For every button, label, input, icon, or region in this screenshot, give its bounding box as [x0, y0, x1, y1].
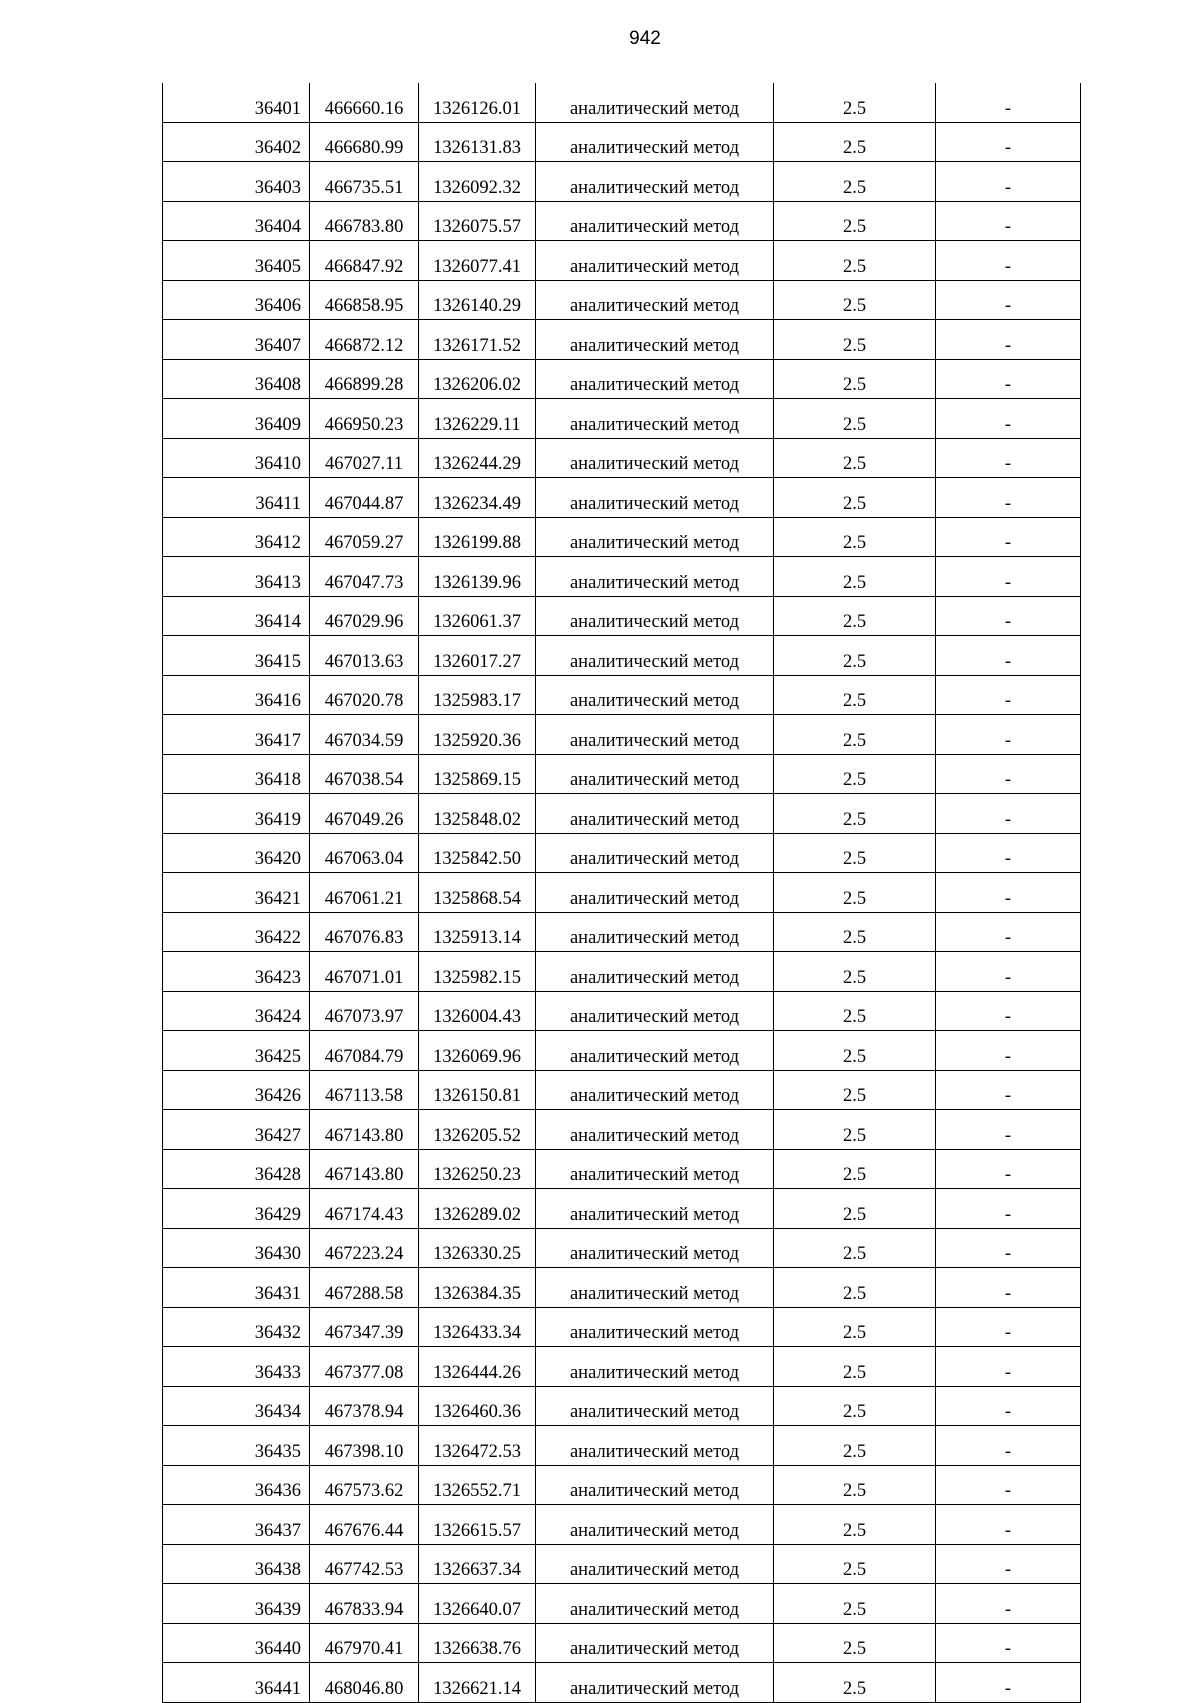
method-cell: аналитический метод [536, 715, 774, 755]
x-coordinate-cell: 467676.44 [310, 1505, 419, 1545]
accuracy-cell: 2.5 [774, 399, 936, 439]
accuracy-cell: 2.5 [774, 754, 936, 794]
accuracy-cell: 2.5 [774, 1268, 936, 1308]
point-number-cell: 36424 [163, 991, 310, 1031]
point-number-cell: 36411 [163, 478, 310, 518]
x-coordinate-cell: 467013.63 [310, 636, 419, 676]
point-number-cell: 36413 [163, 557, 310, 597]
x-coordinate-cell: 467034.59 [310, 715, 419, 755]
note-cell: - [936, 1347, 1081, 1387]
note-cell: - [936, 1544, 1081, 1584]
accuracy-cell: 2.5 [774, 320, 936, 360]
note-cell: - [936, 162, 1081, 202]
x-coordinate-cell: 467071.01 [310, 952, 419, 992]
y-coordinate-cell: 1326171.52 [419, 320, 536, 360]
table-row [163, 241, 1081, 281]
y-coordinate-cell: 1325983.17 [419, 675, 536, 715]
y-coordinate-cell: 1326092.32 [419, 162, 536, 202]
method-cell: аналитический метод [536, 517, 774, 557]
x-coordinate-cell: 466858.95 [310, 280, 419, 320]
method-cell: аналитический метод [536, 162, 774, 202]
note-cell: - [936, 952, 1081, 992]
note-cell: - [936, 636, 1081, 676]
table-row [163, 122, 1081, 162]
note-cell: - [936, 1505, 1081, 1545]
table-row [163, 83, 1081, 122]
x-coordinate-cell: 467049.26 [310, 794, 419, 834]
note-cell: - [936, 754, 1081, 794]
note-cell: - [936, 241, 1081, 281]
point-number-cell: 36429 [163, 1189, 310, 1229]
table-row [163, 1268, 1081, 1308]
note-cell: - [936, 1623, 1081, 1663]
table-row [163, 636, 1081, 676]
x-coordinate-cell: 467377.08 [310, 1347, 419, 1387]
point-number-cell: 36403 [163, 162, 310, 202]
x-coordinate-cell: 466680.99 [310, 122, 419, 162]
method-cell: аналитический метод [536, 596, 774, 636]
point-number-cell: 36432 [163, 1307, 310, 1347]
y-coordinate-cell: 1326061.37 [419, 596, 536, 636]
point-number-cell: 36416 [163, 675, 310, 715]
y-coordinate-cell: 1326131.83 [419, 122, 536, 162]
x-coordinate-cell: 467378.94 [310, 1386, 419, 1426]
method-cell: аналитический метод [536, 754, 774, 794]
point-number-cell: 36440 [163, 1623, 310, 1663]
x-coordinate-cell: 467059.27 [310, 517, 419, 557]
note-cell: - [936, 1268, 1081, 1308]
table-row [163, 320, 1081, 360]
point-number-cell: 36437 [163, 1505, 310, 1545]
note-cell: - [936, 83, 1081, 122]
accuracy-cell: 2.5 [774, 1623, 936, 1663]
method-cell: аналитический метод [536, 1623, 774, 1663]
y-coordinate-cell: 1326206.02 [419, 359, 536, 399]
x-coordinate-cell: 467143.80 [310, 1149, 419, 1189]
y-coordinate-cell: 1326384.35 [419, 1268, 536, 1308]
table-row [163, 438, 1081, 478]
accuracy-cell: 2.5 [774, 1544, 936, 1584]
method-cell: аналитический метод [536, 1268, 774, 1308]
method-cell: аналитический метод [536, 833, 774, 873]
y-coordinate-cell: 1326229.11 [419, 399, 536, 439]
y-coordinate-cell: 1325913.14 [419, 912, 536, 952]
point-number-cell: 36414 [163, 596, 310, 636]
y-coordinate-cell: 1326069.96 [419, 1031, 536, 1071]
note-cell: - [936, 201, 1081, 241]
table-row [163, 1505, 1081, 1545]
note-cell: - [936, 912, 1081, 952]
table-row [163, 359, 1081, 399]
y-coordinate-cell: 1326126.01 [419, 83, 536, 122]
x-coordinate-cell: 467044.87 [310, 478, 419, 518]
accuracy-cell: 2.5 [774, 1386, 936, 1426]
coordinates-table-body [163, 83, 1081, 1702]
x-coordinate-cell: 467143.80 [310, 1110, 419, 1150]
y-coordinate-cell: 1326004.43 [419, 991, 536, 1031]
point-number-cell: 36439 [163, 1584, 310, 1624]
method-cell: аналитический метод [536, 557, 774, 597]
note-cell: - [936, 1149, 1081, 1189]
accuracy-cell: 2.5 [774, 675, 936, 715]
table-row [163, 675, 1081, 715]
table-row [163, 991, 1081, 1031]
x-coordinate-cell: 467020.78 [310, 675, 419, 715]
note-cell: - [936, 833, 1081, 873]
point-number-cell: 36436 [163, 1465, 310, 1505]
accuracy-cell: 2.5 [774, 83, 936, 122]
table-row [163, 1386, 1081, 1426]
x-coordinate-cell: 467047.73 [310, 557, 419, 597]
note-cell: - [936, 478, 1081, 518]
point-number-cell: 36412 [163, 517, 310, 557]
table-row [163, 1347, 1081, 1387]
accuracy-cell: 2.5 [774, 241, 936, 281]
y-coordinate-cell: 1325920.36 [419, 715, 536, 755]
accuracy-cell: 2.5 [774, 162, 936, 202]
y-coordinate-cell: 1326077.41 [419, 241, 536, 281]
point-number-cell: 36407 [163, 320, 310, 360]
y-coordinate-cell: 1326140.29 [419, 280, 536, 320]
accuracy-cell: 2.5 [774, 1189, 936, 1229]
note-cell: - [936, 991, 1081, 1031]
table-row [163, 1623, 1081, 1663]
y-coordinate-cell: 1326017.27 [419, 636, 536, 676]
note-cell: - [936, 359, 1081, 399]
y-coordinate-cell: 1326250.23 [419, 1149, 536, 1189]
table-row [163, 1465, 1081, 1505]
accuracy-cell: 2.5 [774, 122, 936, 162]
method-cell: аналитический метод [536, 1307, 774, 1347]
method-cell: аналитический метод [536, 1031, 774, 1071]
method-cell: аналитический метод [536, 83, 774, 122]
method-cell: аналитический метод [536, 438, 774, 478]
x-coordinate-cell: 467029.96 [310, 596, 419, 636]
x-coordinate-cell: 467573.62 [310, 1465, 419, 1505]
accuracy-cell: 2.5 [774, 1307, 936, 1347]
method-cell: аналитический метод [536, 1110, 774, 1150]
method-cell: аналитический метод [536, 1189, 774, 1229]
note-cell: - [936, 1189, 1081, 1229]
note-cell: - [936, 675, 1081, 715]
point-number-cell: 36434 [163, 1386, 310, 1426]
note-cell: - [936, 1465, 1081, 1505]
y-coordinate-cell: 1326621.14 [419, 1663, 536, 1703]
method-cell: аналитический метод [536, 280, 774, 320]
note-cell: - [936, 399, 1081, 439]
table-row [163, 1031, 1081, 1071]
x-coordinate-cell: 466660.16 [310, 83, 419, 122]
x-coordinate-cell: 467347.39 [310, 1307, 419, 1347]
x-coordinate-cell: 467970.41 [310, 1623, 419, 1663]
table-row [163, 873, 1081, 913]
point-number-cell: 36428 [163, 1149, 310, 1189]
y-coordinate-cell: 1326244.29 [419, 438, 536, 478]
method-cell: аналитический метод [536, 122, 774, 162]
method-cell: аналитический метод [536, 241, 774, 281]
accuracy-cell: 2.5 [774, 1347, 936, 1387]
point-number-cell: 36421 [163, 873, 310, 913]
x-coordinate-cell: 466950.23 [310, 399, 419, 439]
table-row [163, 715, 1081, 755]
y-coordinate-cell: 1325842.50 [419, 833, 536, 873]
table-row [163, 162, 1081, 202]
point-number-cell: 36405 [163, 241, 310, 281]
accuracy-cell: 2.5 [774, 715, 936, 755]
y-coordinate-cell: 1326552.71 [419, 1465, 536, 1505]
accuracy-cell: 2.5 [774, 912, 936, 952]
point-number-cell: 36435 [163, 1426, 310, 1466]
accuracy-cell: 2.5 [774, 1070, 936, 1110]
point-number-cell: 36426 [163, 1070, 310, 1110]
accuracy-cell: 2.5 [774, 1031, 936, 1071]
table-row [163, 1070, 1081, 1110]
accuracy-cell: 2.5 [774, 636, 936, 676]
x-coordinate-cell: 467113.58 [310, 1070, 419, 1110]
method-cell: аналитический метод [536, 1347, 774, 1387]
table-row [163, 201, 1081, 241]
accuracy-cell: 2.5 [774, 517, 936, 557]
note-cell: - [936, 873, 1081, 913]
point-number-cell: 36420 [163, 833, 310, 873]
method-cell: аналитический метод [536, 991, 774, 1031]
x-coordinate-cell: 467174.43 [310, 1189, 419, 1229]
note-cell: - [936, 557, 1081, 597]
method-cell: аналитический метод [536, 1386, 774, 1426]
y-coordinate-cell: 1326139.96 [419, 557, 536, 597]
method-cell: аналитический метод [536, 1465, 774, 1505]
x-coordinate-cell: 467073.97 [310, 991, 419, 1031]
table-row [163, 754, 1081, 794]
accuracy-cell: 2.5 [774, 359, 936, 399]
method-cell: аналитический метод [536, 794, 774, 834]
y-coordinate-cell: 1326330.25 [419, 1228, 536, 1268]
point-number-cell: 36410 [163, 438, 310, 478]
y-coordinate-cell: 1326472.53 [419, 1426, 536, 1466]
table-row [163, 912, 1081, 952]
accuracy-cell: 2.5 [774, 952, 936, 992]
note-cell: - [936, 1426, 1081, 1466]
method-cell: аналитический метод [536, 320, 774, 360]
table-row [163, 1189, 1081, 1229]
note-cell: - [936, 1663, 1081, 1703]
method-cell: аналитический метод [536, 1228, 774, 1268]
point-number-cell: 36401 [163, 83, 310, 122]
note-cell: - [936, 1070, 1081, 1110]
note-cell: - [936, 1110, 1081, 1150]
y-coordinate-cell: 1326460.36 [419, 1386, 536, 1426]
point-number-cell: 36425 [163, 1031, 310, 1071]
x-coordinate-cell: 467398.10 [310, 1426, 419, 1466]
method-cell: аналитический метод [536, 1426, 774, 1466]
point-number-cell: 36423 [163, 952, 310, 992]
method-cell: аналитический метод [536, 873, 774, 913]
y-coordinate-cell: 1326638.76 [419, 1623, 536, 1663]
method-cell: аналитический метод [536, 636, 774, 676]
method-cell: аналитический метод [536, 201, 774, 241]
point-number-cell: 36402 [163, 122, 310, 162]
table-row [163, 517, 1081, 557]
point-number-cell: 36441 [163, 1663, 310, 1703]
point-number-cell: 36415 [163, 636, 310, 676]
accuracy-cell: 2.5 [774, 1505, 936, 1545]
note-cell: - [936, 1228, 1081, 1268]
table-row [163, 833, 1081, 873]
point-number-cell: 36427 [163, 1110, 310, 1150]
note-cell: - [936, 1307, 1081, 1347]
x-coordinate-cell: 466872.12 [310, 320, 419, 360]
accuracy-cell: 2.5 [774, 991, 936, 1031]
table-row [163, 1228, 1081, 1268]
accuracy-cell: 2.5 [774, 1110, 936, 1150]
accuracy-cell: 2.5 [774, 438, 936, 478]
method-cell: аналитический метод [536, 1070, 774, 1110]
note-cell: - [936, 438, 1081, 478]
accuracy-cell: 2.5 [774, 1149, 936, 1189]
method-cell: аналитический метод [536, 1149, 774, 1189]
accuracy-cell: 2.5 [774, 1584, 936, 1624]
x-coordinate-cell: 466735.51 [310, 162, 419, 202]
table-row [163, 1307, 1081, 1347]
table-row [163, 478, 1081, 518]
y-coordinate-cell: 1325869.15 [419, 754, 536, 794]
x-coordinate-cell: 467288.58 [310, 1268, 419, 1308]
y-coordinate-cell: 1326637.34 [419, 1544, 536, 1584]
x-coordinate-cell: 467084.79 [310, 1031, 419, 1071]
page-number: 942 [629, 28, 661, 49]
table-row [163, 280, 1081, 320]
y-coordinate-cell: 1326444.26 [419, 1347, 536, 1387]
point-number-cell: 36406 [163, 280, 310, 320]
note-cell: - [936, 1584, 1081, 1624]
x-coordinate-cell: 467742.53 [310, 1544, 419, 1584]
accuracy-cell: 2.5 [774, 794, 936, 834]
y-coordinate-cell: 1326234.49 [419, 478, 536, 518]
note-cell: - [936, 320, 1081, 360]
note-cell: - [936, 1386, 1081, 1426]
table-row [163, 1584, 1081, 1624]
y-coordinate-cell: 1326150.81 [419, 1070, 536, 1110]
x-coordinate-cell: 467063.04 [310, 833, 419, 873]
method-cell: аналитический метод [536, 1584, 774, 1624]
x-coordinate-cell: 467027.11 [310, 438, 419, 478]
y-coordinate-cell: 1326289.02 [419, 1189, 536, 1229]
y-coordinate-cell: 1326205.52 [419, 1110, 536, 1150]
accuracy-cell: 2.5 [774, 873, 936, 913]
accuracy-cell: 2.5 [774, 201, 936, 241]
point-number-cell: 36417 [163, 715, 310, 755]
method-cell: аналитический метод [536, 1544, 774, 1584]
note-cell: - [936, 715, 1081, 755]
table-row [163, 1426, 1081, 1466]
y-coordinate-cell: 1326615.57 [419, 1505, 536, 1545]
point-number-cell: 36419 [163, 794, 310, 834]
x-coordinate-cell: 466783.80 [310, 201, 419, 241]
x-coordinate-cell: 467076.83 [310, 912, 419, 952]
x-coordinate-cell: 467038.54 [310, 754, 419, 794]
table-row [163, 1663, 1081, 1703]
method-cell: аналитический метод [536, 912, 774, 952]
y-coordinate-cell: 1326640.07 [419, 1584, 536, 1624]
table-row [163, 399, 1081, 439]
y-coordinate-cell: 1325848.02 [419, 794, 536, 834]
note-cell: - [936, 794, 1081, 834]
accuracy-cell: 2.5 [774, 557, 936, 597]
point-number-cell: 36422 [163, 912, 310, 952]
x-coordinate-cell: 467223.24 [310, 1228, 419, 1268]
point-number-cell: 36418 [163, 754, 310, 794]
accuracy-cell: 2.5 [774, 596, 936, 636]
method-cell: аналитический метод [536, 1505, 774, 1545]
table-row [163, 794, 1081, 834]
method-cell: аналитический метод [536, 675, 774, 715]
method-cell: аналитический метод [536, 359, 774, 399]
y-coordinate-cell: 1325868.54 [419, 873, 536, 913]
accuracy-cell: 2.5 [774, 1663, 936, 1703]
accuracy-cell: 2.5 [774, 1426, 936, 1466]
x-coordinate-cell: 468046.80 [310, 1663, 419, 1703]
table-row [163, 1149, 1081, 1189]
method-cell: аналитический метод [536, 952, 774, 992]
note-cell: - [936, 280, 1081, 320]
point-number-cell: 36438 [163, 1544, 310, 1584]
note-cell: - [936, 517, 1081, 557]
note-cell: - [936, 1031, 1081, 1071]
accuracy-cell: 2.5 [774, 1465, 936, 1505]
table-row [163, 952, 1081, 992]
point-number-cell: 36430 [163, 1228, 310, 1268]
x-coordinate-cell: 467833.94 [310, 1584, 419, 1624]
y-coordinate-cell: 1326199.88 [419, 517, 536, 557]
accuracy-cell: 2.5 [774, 833, 936, 873]
note-cell: - [936, 596, 1081, 636]
point-number-cell: 36408 [163, 359, 310, 399]
method-cell: аналитический метод [536, 399, 774, 439]
table-row [163, 557, 1081, 597]
accuracy-cell: 2.5 [774, 1228, 936, 1268]
y-coordinate-cell: 1326433.34 [419, 1307, 536, 1347]
accuracy-cell: 2.5 [774, 280, 936, 320]
x-coordinate-cell: 466847.92 [310, 241, 419, 281]
point-number-cell: 36409 [163, 399, 310, 439]
table-row [163, 596, 1081, 636]
table-row [163, 1544, 1081, 1584]
method-cell: аналитический метод [536, 478, 774, 518]
method-cell: аналитический метод [536, 1663, 774, 1703]
y-coordinate-cell: 1326075.57 [419, 201, 536, 241]
table-row [163, 1110, 1081, 1150]
point-number-cell: 36404 [163, 201, 310, 241]
point-number-cell: 36433 [163, 1347, 310, 1387]
y-coordinate-cell: 1325982.15 [419, 952, 536, 992]
point-number-cell: 36431 [163, 1268, 310, 1308]
x-coordinate-cell: 466899.28 [310, 359, 419, 399]
note-cell: - [936, 122, 1081, 162]
x-coordinate-cell: 467061.21 [310, 873, 419, 913]
accuracy-cell: 2.5 [774, 478, 936, 518]
coordinates-table [162, 83, 1081, 1703]
